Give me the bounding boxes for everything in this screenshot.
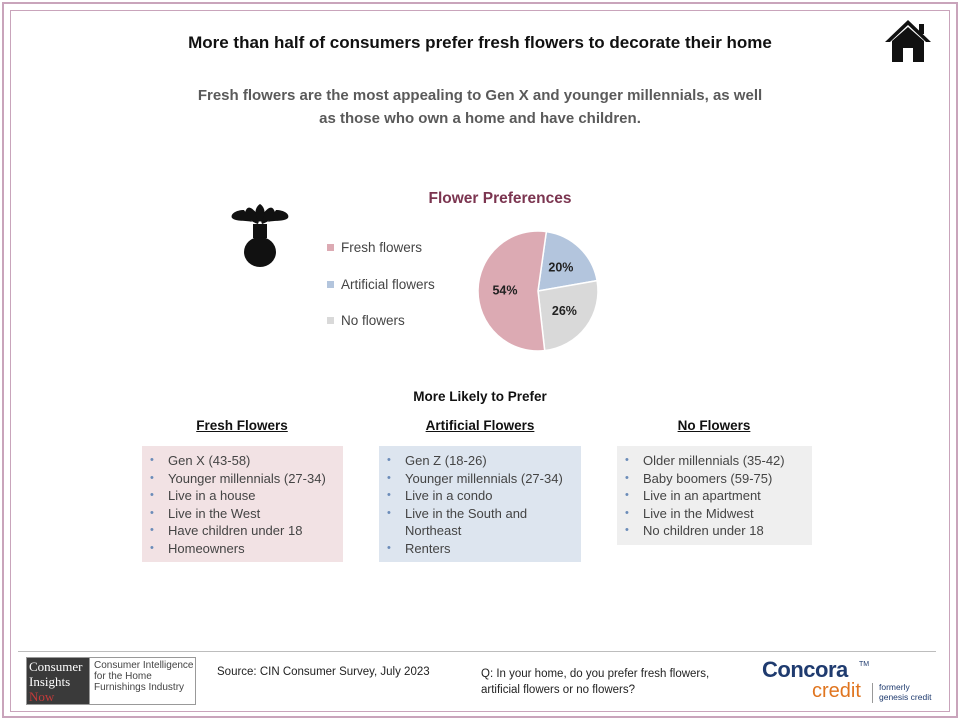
- pie-label-artificial: 20%: [548, 260, 574, 275]
- pie-label-none: 26%: [551, 303, 577, 318]
- column-heading-artificial: Artificial Flowers: [425, 418, 535, 433]
- concora-tm: TM: [859, 661, 870, 668]
- preference-item-label: Younger millennials (27-34): [405, 470, 563, 486]
- concora-formerly: [879, 683, 931, 702]
- preference-item: [379, 487, 581, 505]
- preference-item-label: Live in a house: [168, 488, 256, 503]
- bullet-icon: •: [150, 454, 154, 466]
- concora-logo: [762, 657, 942, 707]
- preference-item-label: No children under 18: [643, 523, 764, 538]
- cin-logo: [26, 657, 196, 705]
- preference-item-label: Live in the Midwest: [643, 505, 754, 521]
- home-icon: [883, 18, 933, 64]
- legend-label-fresh: Fresh flowers: [341, 240, 423, 255]
- page-subtitle: [160, 84, 800, 130]
- bullet-icon: •: [625, 489, 629, 501]
- no-flowers-box: [617, 446, 812, 545]
- preference-item-label: Live in an apartment: [643, 488, 761, 503]
- preference-item-label: Younger millennials (27-34): [168, 470, 326, 486]
- fresh-flowers-box: [142, 446, 343, 562]
- legend-swatch-fresh: [327, 244, 334, 251]
- bullet-icon: •: [150, 489, 154, 501]
- preference-item: [379, 452, 581, 470]
- legend-item-none: [327, 313, 405, 328]
- bullet-icon: •: [625, 471, 629, 484]
- preference-item-label: Have children under 18: [168, 523, 303, 538]
- preference-item: [379, 505, 581, 540]
- cin-logo-line-2: Insights: [29, 674, 71, 689]
- cin-logo-line-1: Consumer: [29, 659, 83, 674]
- preference-item: [617, 487, 812, 505]
- survey-question: Q: In your home, do you prefer fresh flowers, artificial flowers or no flowers?: [481, 668, 710, 696]
- preference-item-label: Older millennials (35-42): [643, 453, 785, 468]
- preference-item: [617, 505, 812, 523]
- preference-item-label: Live in the West: [168, 505, 261, 521]
- bullet-icon: •: [625, 506, 629, 519]
- preference-item: [379, 470, 581, 488]
- preference-item-label: Renters: [405, 540, 451, 556]
- page-title: More than half of consumers prefer fresh flowers to decorate their home: [188, 33, 772, 52]
- concora-credit: credit: [812, 680, 861, 702]
- legend-item-artificial: [327, 277, 435, 292]
- bullet-icon: •: [387, 454, 391, 466]
- artificial-flowers-box: [379, 446, 581, 562]
- preference-item-label: Live in a condo: [405, 488, 493, 503]
- preference-item: [142, 522, 343, 540]
- cin-tagline: Consumer Intelligence for the Home Furnishings Industry: [89, 658, 195, 704]
- legend-swatch-none: [327, 317, 334, 324]
- bullet-icon: •: [625, 454, 629, 466]
- bullet-icon: •: [387, 541, 391, 554]
- subtitle-line-2: as those who own a home and have children.: [319, 110, 641, 127]
- preference-item-label: Live in the South and Northeast: [405, 505, 528, 538]
- bullet-icon: •: [150, 471, 154, 484]
- chart-title: Flower Preferences: [428, 190, 572, 207]
- legend-item-fresh: [327, 240, 422, 255]
- bullet-icon: •: [387, 471, 391, 484]
- bullet-icon: •: [150, 524, 154, 536]
- no-flowers-list: [617, 452, 812, 540]
- concora-divider: [872, 683, 873, 703]
- source-note: Source: CIN Consumer Survey, July 2023: [217, 666, 430, 678]
- preference-item: [379, 540, 581, 558]
- flower-vase-icon: [228, 200, 292, 268]
- preference-item-label: Gen X (43-58): [168, 453, 251, 468]
- pie-label-fresh: 54%: [492, 283, 518, 298]
- footer-divider: [18, 651, 936, 652]
- cin-logo-line-3: Now: [29, 689, 55, 704]
- preference-item: [617, 470, 812, 488]
- preference-item: [142, 452, 343, 470]
- preference-item: [142, 487, 343, 505]
- preference-item: [142, 540, 343, 558]
- preference-item: [617, 452, 812, 470]
- fresh-flowers-list: [142, 452, 343, 557]
- bullet-icon: •: [625, 524, 629, 536]
- subtitle-line-1: Fresh flowers are the most appealing to Gen X and younger millennials, as well: [197, 87, 763, 104]
- preference-item: [617, 522, 812, 540]
- preference-item-label: Baby boomers (59-75): [643, 470, 773, 486]
- preference-item: [142, 505, 343, 523]
- concora-formerly-2: genesis credit: [879, 691, 932, 702]
- bullet-icon: •: [387, 489, 391, 501]
- concora-formerly-1: formerly: [879, 682, 910, 692]
- concora-wordmark: Concora: [762, 657, 848, 682]
- bullet-icon: •: [150, 506, 154, 519]
- preferences-heading: More Likely to Prefer: [413, 389, 547, 404]
- legend-label-none: No flowers: [341, 313, 405, 328]
- preference-item: [142, 470, 343, 488]
- pie-chart: [470, 223, 606, 359]
- preference-item-label: Gen Z (18-26): [405, 453, 487, 468]
- artificial-flowers-list: [379, 452, 581, 557]
- bullet-icon: •: [387, 506, 391, 519]
- preference-item-label: Homeowners: [168, 540, 245, 556]
- bullet-icon: •: [150, 541, 154, 554]
- cin-logo-mark: [27, 658, 89, 704]
- column-heading-none: No Flowers: [677, 418, 751, 433]
- legend-swatch-artificial: [327, 281, 334, 288]
- legend-label-artificial: Artificial flowers: [341, 277, 435, 292]
- column-heading-fresh: Fresh Flowers: [196, 418, 288, 433]
